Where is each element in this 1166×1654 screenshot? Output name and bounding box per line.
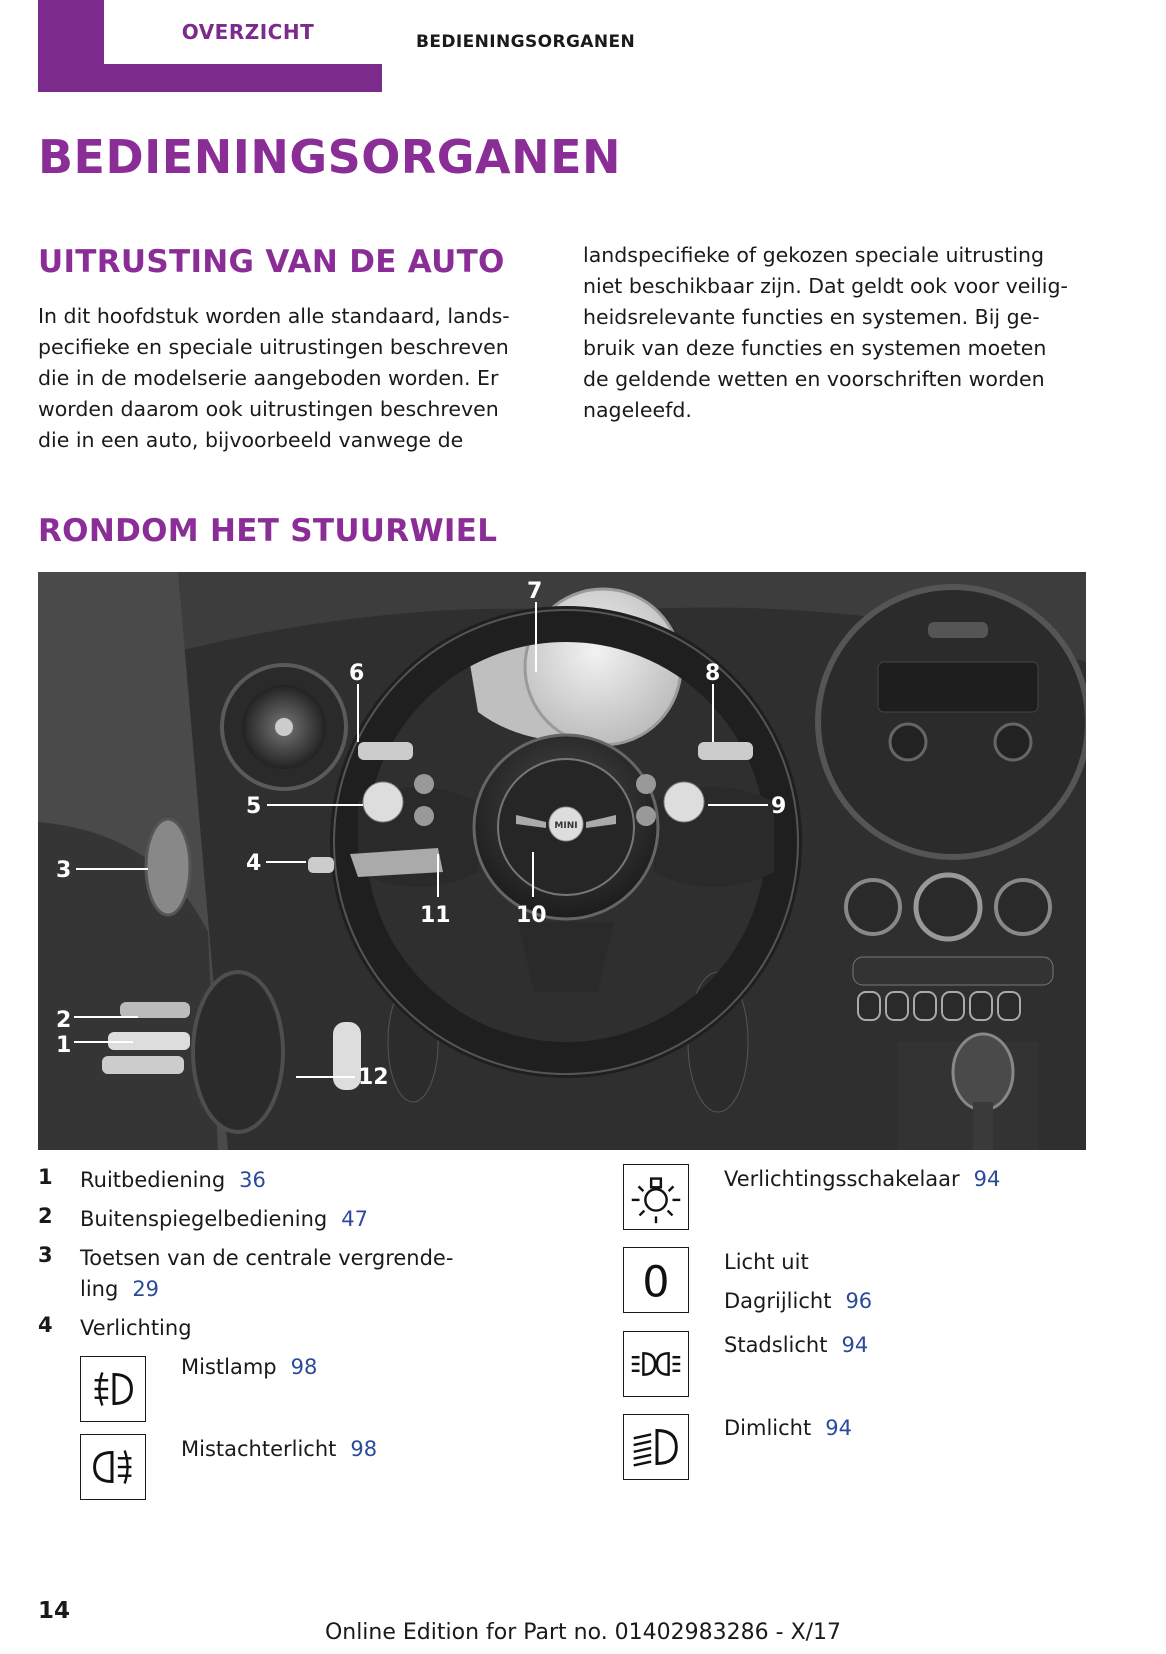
legend-text: Buitenspiegelbediening [80, 1207, 328, 1231]
page-reference[interactable]: 47 [341, 1207, 368, 1231]
text-line: pecifieke en speciale uitrustingen beschreven [38, 335, 509, 359]
section1-text-right [583, 240, 1103, 426]
text-line: bruik van deze functies en systemen moeten [583, 336, 1047, 360]
callout-5: 5 [246, 794, 262, 819]
legend-text: Toetsen van de centrale vergrende- [80, 1246, 454, 1270]
light-off-icon [623, 1247, 689, 1313]
rear-fog-lamp-icon [80, 1434, 146, 1500]
page-number: 14 [38, 1598, 71, 1624]
legend-text: Verlichtingsschakelaar [724, 1167, 960, 1191]
page-reference[interactable]: 96 [845, 1289, 873, 1313]
radio-knob-right [995, 724, 1031, 760]
header-tab [38, 0, 382, 92]
left-button-bottom [414, 806, 434, 826]
right-button-bottom [636, 806, 656, 826]
callout-9: 9 [771, 794, 787, 819]
legend-low-beam [724, 1413, 852, 1444]
legend-num-4: 4 [38, 1313, 53, 1337]
page-reference[interactable]: 94 [841, 1333, 869, 1357]
text-line: de geldende wetten en voorschriften worden [583, 367, 1045, 391]
legend-light-off [724, 1247, 809, 1278]
page-reference[interactable]: 98 [290, 1355, 318, 1379]
cockpit-figure [38, 572, 1086, 1150]
text-line: worden daarom ook uitrustingen beschreven [38, 397, 499, 421]
header-tab-label: OVERZICHT [181, 20, 315, 44]
legend-sub-rear-fog [181, 1434, 377, 1465]
mirror-control [120, 1002, 190, 1018]
callout-11: 11 [420, 903, 451, 928]
light-switch-icon [623, 1164, 689, 1230]
radio-knob-left [890, 724, 926, 760]
light-off-symbol: 0 [642, 1257, 670, 1308]
right-button-top [636, 774, 656, 794]
bonnet-release [333, 1022, 361, 1090]
legend-sub-fog [181, 1352, 317, 1383]
door-handle-recess [193, 972, 283, 1132]
light-switch-knob [308, 857, 334, 873]
legend-num-3: 3 [38, 1243, 53, 1267]
callout-10: 10 [516, 903, 547, 928]
legend-text: Mistlamp [181, 1355, 277, 1379]
callout-8: 8 [705, 661, 721, 686]
legend-item-2 [80, 1204, 368, 1235]
wiper-stalk [698, 742, 753, 760]
gear-knob [953, 1034, 1013, 1110]
callout-12: 12 [358, 1065, 389, 1090]
legend-text: Verlichting [80, 1316, 192, 1340]
section1-text-left [38, 301, 558, 456]
legend-num-1: 1 [38, 1165, 53, 1189]
section-title-steering-wheel: RONDOM HET STUURWIEL [38, 513, 498, 549]
page-reference[interactable]: 94 [825, 1416, 852, 1440]
legend-text: Mistachterlicht [181, 1437, 337, 1461]
door-lock-buttons [146, 819, 190, 915]
legend-text: Licht uit [724, 1250, 809, 1274]
page-reference[interactable]: 94 [973, 1167, 1001, 1191]
legend-num-2: 2 [38, 1204, 53, 1228]
climate-knob-center [916, 875, 980, 939]
header-tab-inner [104, 0, 392, 64]
radio-display [878, 662, 1038, 712]
hazard-button [928, 622, 988, 638]
legend-text-cont: ling [80, 1277, 119, 1301]
spoke-bottom [518, 922, 614, 992]
legend-text: Dagrijlicht [724, 1289, 832, 1313]
callout-1: 1 [56, 1033, 72, 1058]
legend-parking-light [724, 1330, 868, 1361]
text-line: die in een auto, bijvoorbeeld vanwege de [38, 428, 464, 452]
callout-6: 6 [349, 661, 365, 686]
callout-4: 4 [246, 851, 262, 876]
breadcrumb: BEDIENINGSORGANEN [416, 32, 636, 52]
section-title-equipment: UITRUSTING VAN DE AUTO [38, 244, 505, 280]
text-line: In dit hoofdstuk worden alle standaard, lands- [38, 304, 510, 328]
callout-2: 2 [56, 1008, 72, 1033]
page-reference[interactable]: 98 [350, 1437, 378, 1461]
legend-item-1 [80, 1165, 266, 1196]
legend-light-switch [724, 1164, 1000, 1195]
page-reference[interactable]: 29 [132, 1277, 160, 1301]
text-line: die in de modelserie aangeboden worden. Er [38, 366, 499, 390]
text-line: nageleefd. [583, 398, 692, 422]
legend-text: Stadslicht [724, 1333, 828, 1357]
page-title: BEDIENINGSORGANEN [38, 130, 622, 184]
legend-text: Dimlicht [724, 1416, 812, 1440]
front-fog-lamp-icon [80, 1356, 146, 1422]
mini-logo-text: MINI [554, 821, 578, 831]
legend-text: Ruitbediening [80, 1168, 226, 1192]
left-button-top [414, 774, 434, 794]
left-scroll-wheel [363, 782, 403, 822]
page-reference[interactable]: 36 [239, 1168, 266, 1192]
callout-7: 7 [527, 579, 543, 604]
gear-stick [973, 1102, 993, 1150]
right-scroll-wheel [664, 782, 704, 822]
legend-daytime-light [724, 1286, 872, 1317]
toggle-switch-bar [853, 957, 1053, 985]
parking-light-icon [623, 1331, 689, 1397]
legend-item-4 [80, 1313, 192, 1344]
indicator-stalk [358, 742, 413, 760]
legend-item-3 [80, 1243, 453, 1305]
climate-knob-right [996, 880, 1050, 934]
callout-3: 3 [56, 858, 72, 883]
climate-knob-left [846, 880, 900, 934]
footer-edition: Online Edition for Part no. 01402983286 - X/17 [324, 1620, 842, 1645]
left-vent-knob [275, 718, 293, 736]
window-switch-2 [102, 1056, 184, 1074]
text-line: landspecifieke of gekozen speciale uitrusting [583, 243, 1045, 267]
cockpit-illustration [38, 572, 1086, 1150]
low-beam-icon [623, 1414, 689, 1480]
text-line: niet beschikbaar zijn. Dat geldt ook voor veilig- [583, 274, 1068, 298]
text-line: heidsrelevante functies en systemen. Bij ge- [583, 305, 1040, 329]
